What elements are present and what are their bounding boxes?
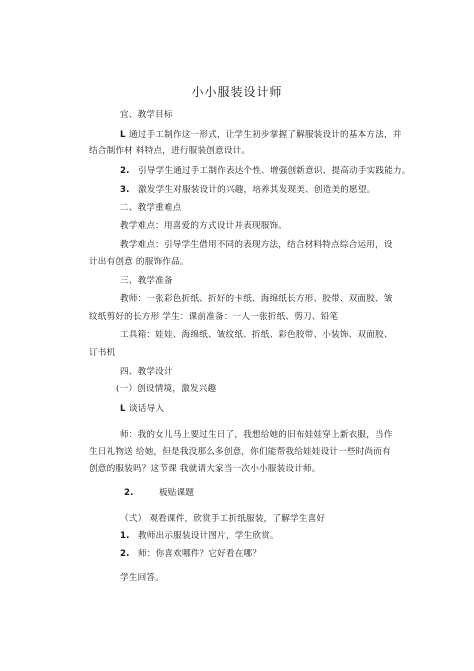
hard-point-line-2: 计出有创意 的服饰作品。	[89, 257, 189, 267]
goal-1-number: L	[120, 130, 126, 140]
student-answer: 学生回答。	[120, 573, 164, 583]
goal-2-number: 2.	[120, 166, 130, 176]
part-1-heading: (一）创设情境，激发兴趣	[116, 384, 217, 394]
section-heading-key-points: 二、教学重难点	[120, 203, 182, 213]
step-2-text: 板贴课题	[159, 488, 195, 498]
part-2-heading: （弍） 观看课件，欣赏手工折纸服装，了解学生喜好	[120, 514, 326, 524]
talk-line-1: 师：我的女儿马上要过生日了，我想给她的旧布娃娃穿上新衣服，当作	[120, 430, 393, 440]
goal-3-number: 3.	[120, 185, 130, 195]
goal-2-text: 引导学生通过手工制作表达个性、增强创新意识、提高动手实践能力。	[138, 166, 411, 176]
section-heading-design: 四、教学设计	[120, 367, 173, 377]
view-2-text: 师：你喜欢哪件？它好看在哪？	[138, 549, 262, 559]
talk-line-3: 创意的服装吗？这节课 我就请大家当一次小小服装设计师。	[89, 464, 321, 474]
talk-line-2: 生日礼物送 给她，但是我没那么多创意，你们能帮我给娃娃设计一些时尚而有	[89, 447, 391, 457]
prep-tools-line-1: 工具箱：娃娃、海绵纸、皱纹纸、折纸、彩色胶带、小装饰、双面胶、	[120, 330, 393, 340]
view-1-text: 教师出示服装设计图片，学生欣赏。	[138, 531, 279, 541]
prep-tools-line-2: 订书机	[89, 348, 116, 358]
goal-3-text: 激发学生对服装设计的兴趣，培养其发现美、创造美的愿望。	[138, 185, 376, 195]
document-title: 小小服装设计师	[191, 85, 283, 99]
step-2-number: 2.	[124, 488, 134, 498]
goal-1-line-2: 结合制作材 料特点，进行服装创意设计。	[89, 146, 251, 156]
prep-teacher-line-1: 教师：一张彩色折纸、折好的卡纸、海绵纸长方形、胶带、双面胶、皱	[120, 294, 393, 304]
section-heading-preparation: 三、教学准备	[120, 276, 173, 286]
goal-1-line-1: 通过手工制作这一形式，让学生初步掌握了解服装设计的基本方法，并	[129, 130, 402, 140]
section-heading-goals: 宜、教学目标	[120, 110, 173, 120]
prep-teacher-line-2: 纹纸剪好的长方形 学生：课前准备：一人一张折纸、剪刀、铅笔	[89, 312, 339, 322]
hard-point-line-1: 教学难点：引导学生借用不同的表现方法，结合材料特点综合运用，设	[120, 240, 393, 250]
view-2-number: 2.	[120, 549, 130, 559]
view-1-number: 1.	[120, 531, 130, 541]
step-1-text: 谈话导入	[129, 404, 165, 414]
key-point-text: 教学难点：用喜爱的方式设计并表现服饰。	[120, 221, 288, 231]
step-1-number: L	[120, 404, 126, 414]
